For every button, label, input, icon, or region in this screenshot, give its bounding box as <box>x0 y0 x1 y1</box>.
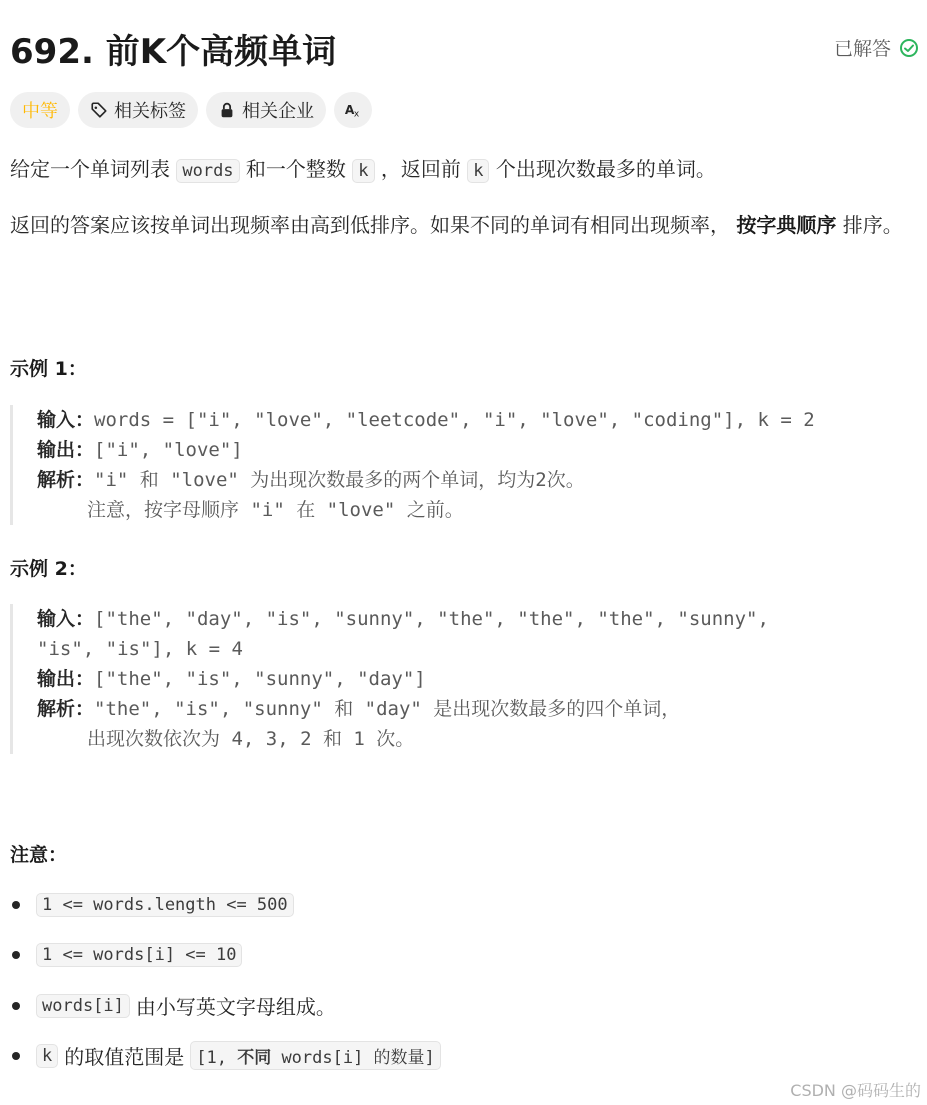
check-circle-icon <box>899 38 919 58</box>
inline-code-range <box>190 1041 441 1070</box>
notes-heading: 注意： <box>10 844 68 866</box>
bullet-dot <box>12 1052 20 1060</box>
constraint-item <box>10 991 336 1020</box>
output-value: ["the", "is", "sunny", "day"] <box>94 668 426 690</box>
bold-text: 按字典顺序 <box>736 213 837 237</box>
example-1-output <box>37 435 910 465</box>
text: 个出现次数最多的单词。 <box>495 157 716 181</box>
tag-icon <box>90 101 108 119</box>
example-2-explain <box>37 694 910 724</box>
example-2-output <box>37 664 910 694</box>
example-1-explain-cont: 注意，按字母顺序 "i" 在 "love" 之前。 <box>87 499 464 521</box>
tag-row <box>10 92 372 128</box>
example-2-explain-cont: 出现次数依次为 4, 3, 2 和 1 次。 <box>87 728 415 750</box>
inline-code: 1 <= words.length <= 500 <box>36 893 294 917</box>
translate-icon <box>344 101 362 119</box>
text: words[i] 的数量] <box>271 1048 435 1068</box>
text: 返回的答案应该按单词出现频率由高到低排序。如果不同的单词有相同出现频率， <box>10 213 730 237</box>
constraint-item <box>10 1041 441 1070</box>
explain-value: "i" 和 "love" 为出现次数最多的两个单词，均为2次。 <box>94 469 585 491</box>
text: 给定一个单词列表 <box>10 157 170 181</box>
example-1-block <box>10 405 910 525</box>
text: 由小写英文字母组成。 <box>135 995 336 1019</box>
inline-code: 1 <= words[i] <= 10 <box>36 943 242 967</box>
related-tags-label: 相关标签 <box>114 101 186 122</box>
related-companies-button[interactable] <box>206 92 326 128</box>
example-1-explain <box>37 465 910 495</box>
example-2-input-cont: "is", "is"], k = 4 <box>37 638 243 660</box>
input-value: ["the", "day", "is", "sunny", "the", "the", "the", "sunny", <box>94 608 769 630</box>
output-label: 输出： <box>37 439 95 461</box>
constraint-item <box>10 893 294 917</box>
related-companies-label: 相关企业 <box>242 101 314 122</box>
explain-label: 解析： <box>37 469 95 491</box>
svg-text:A: A <box>344 103 355 118</box>
difficulty-badge[interactable] <box>10 92 70 128</box>
description-paragraph-2 <box>10 210 910 240</box>
bullet-dot <box>12 951 20 959</box>
example-1-heading: 示例 1： <box>10 358 87 380</box>
inline-code: k <box>467 159 489 183</box>
input-label: 输入： <box>37 608 95 630</box>
watermark: CSDN @码码生的 <box>790 1081 921 1100</box>
input-label: 输入： <box>37 409 95 431</box>
constraint-item <box>10 943 242 967</box>
solved-label: 已解答 <box>833 38 891 60</box>
input-value: words = ["i", "love", "leetcode", "i", "love", "coding"], k = 2 <box>94 409 815 431</box>
inline-code: k <box>36 1044 58 1068</box>
lock-icon <box>218 101 236 119</box>
text: 排序。 <box>842 213 903 237</box>
example-2-input <box>37 604 910 634</box>
text: 的取值范围是 <box>64 1045 185 1069</box>
text: ，返回前 <box>380 157 461 181</box>
inline-code: words[i] <box>36 994 130 1018</box>
bullet-dot <box>12 1002 20 1010</box>
bold-text: 不同 <box>237 1048 272 1068</box>
example-2-heading: 示例 2： <box>10 558 87 580</box>
related-tags-button[interactable] <box>78 92 198 128</box>
inline-code: k <box>352 159 374 183</box>
inline-code: words <box>176 159 239 183</box>
solved-status <box>834 34 919 61</box>
svg-text:x: x <box>353 109 360 119</box>
output-value: ["i", "love"] <box>94 439 243 461</box>
output-label: 输出： <box>37 668 95 690</box>
description-paragraph-1 <box>10 154 910 186</box>
example-2-block <box>10 604 910 754</box>
text: [1, <box>196 1048 238 1068</box>
explain-label: 解析： <box>37 698 95 720</box>
example-1-input <box>37 405 910 435</box>
translate-button[interactable] <box>334 92 372 128</box>
difficulty-label: 中等 <box>22 101 58 122</box>
problem-title: 692. 前K个高频单词 <box>10 32 337 72</box>
bullet-dot <box>12 901 20 909</box>
text: 和一个整数 <box>245 157 346 181</box>
explain-value: "the", "is", "sunny" 和 "day" 是出现次数最多的四个单词， <box>94 698 681 720</box>
